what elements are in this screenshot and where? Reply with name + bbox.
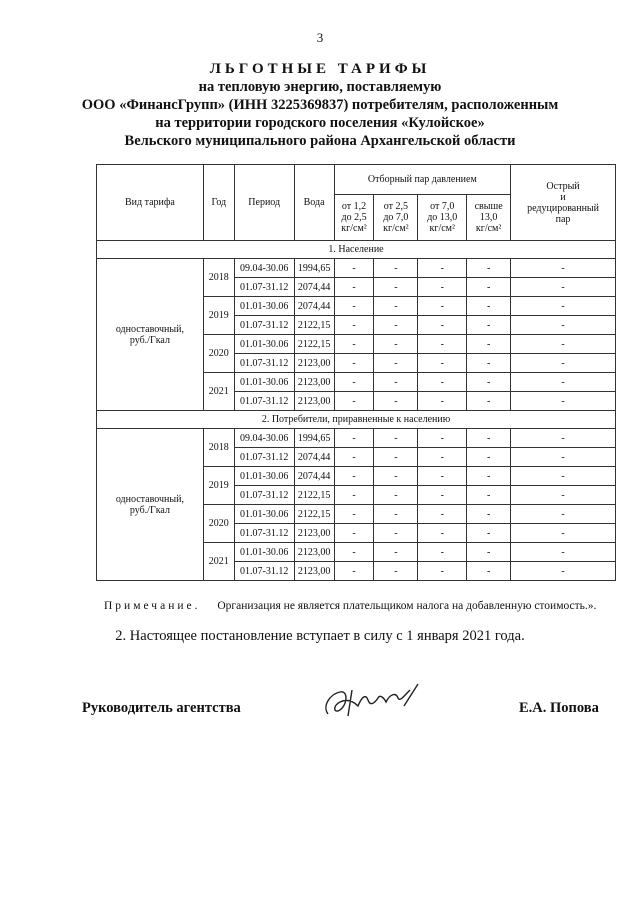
dash-cell: - xyxy=(418,486,467,505)
dash-cell: - xyxy=(418,335,467,354)
header-sharp-line: и xyxy=(560,191,566,203)
year-cell: 2018 xyxy=(203,259,234,297)
dash-cell: - xyxy=(374,278,418,297)
dash-cell: - xyxy=(334,259,374,278)
period-cell: 01.07-31.12 xyxy=(234,354,294,373)
dash-cell: - xyxy=(334,373,374,392)
dash-cell: - xyxy=(418,373,467,392)
hdr-line: до 2,5 xyxy=(341,212,367,223)
header-sharp-steam xyxy=(511,165,616,241)
dash-cell: - xyxy=(511,316,616,335)
water-cell: 2122,15 xyxy=(294,505,334,524)
handwritten-signature xyxy=(318,676,428,726)
tariff-table-body xyxy=(97,165,616,581)
period-cell: 01.07-31.12 xyxy=(234,486,294,505)
dash-cell: - xyxy=(511,373,616,392)
hdr-line: кг/см² xyxy=(429,223,455,234)
water-cell: 2122,15 xyxy=(294,335,334,354)
water-cell: 2123,00 xyxy=(294,524,334,543)
period-cell: 01.07-31.12 xyxy=(234,448,294,467)
dash-cell: - xyxy=(467,543,511,562)
tariff-type-cell xyxy=(97,429,204,581)
table-row xyxy=(97,429,616,448)
year-cell: 2020 xyxy=(203,505,234,543)
dash-cell: - xyxy=(374,259,418,278)
period-cell: 01.07-31.12 xyxy=(234,524,294,543)
dash-cell: - xyxy=(467,467,511,486)
period-cell: 01.01-30.06 xyxy=(234,467,294,486)
dash-cell: - xyxy=(467,259,511,278)
header-steam-col-4 xyxy=(467,195,511,241)
dash-cell: - xyxy=(334,543,374,562)
header-sharp-line: пар xyxy=(555,213,571,225)
dash-cell: - xyxy=(334,448,374,467)
dash-cell: - xyxy=(511,392,616,411)
hdr-line: 13,0 xyxy=(479,212,498,223)
dash-cell: - xyxy=(374,316,418,335)
header-year: Год xyxy=(203,165,234,241)
hdr-line: кг/см² xyxy=(383,223,409,234)
hdr-line: от 1,2 xyxy=(341,201,367,212)
period-cell: 09.04-30.06 xyxy=(234,429,294,448)
period-cell: 01.01-30.06 xyxy=(234,297,294,316)
document-heading xyxy=(0,60,640,150)
dash-cell: - xyxy=(511,259,616,278)
year-cell: 2020 xyxy=(203,335,234,373)
dash-cell: - xyxy=(334,354,374,373)
heading-line: на территории городского поселения «Кулойское» xyxy=(155,115,485,131)
dash-cell: - xyxy=(374,297,418,316)
water-cell: 2074,44 xyxy=(294,448,334,467)
dash-cell: - xyxy=(418,354,467,373)
dash-cell: - xyxy=(467,448,511,467)
dash-cell: - xyxy=(418,562,467,581)
section-row xyxy=(97,241,616,259)
dash-cell: - xyxy=(418,429,467,448)
tariff-type-line: руб./Гкал xyxy=(129,504,170,516)
dash-cell: - xyxy=(467,316,511,335)
table-row xyxy=(97,259,616,278)
dash-cell: - xyxy=(467,278,511,297)
year-cell: 2021 xyxy=(203,373,234,411)
dash-cell: - xyxy=(511,505,616,524)
dash-cell: - xyxy=(467,524,511,543)
dash-cell: - xyxy=(374,392,418,411)
header-water: Вода xyxy=(294,165,334,241)
dash-cell: - xyxy=(511,543,616,562)
dash-cell: - xyxy=(418,467,467,486)
hdr-line: от 2,5 xyxy=(383,201,409,212)
note-label: Примечание. xyxy=(104,600,201,612)
heading-line: на тепловую энергию, поставляемую xyxy=(198,79,442,95)
water-cell: 1994,65 xyxy=(294,429,334,448)
dash-cell: - xyxy=(418,316,467,335)
dash-cell: - xyxy=(418,259,467,278)
period-cell: 01.01-30.06 xyxy=(234,543,294,562)
header-type: Вид тарифа xyxy=(97,165,204,241)
header-period: Период xyxy=(234,165,294,241)
heading-line: Вельского муниципального района Архангельской области xyxy=(124,133,516,149)
dash-cell: - xyxy=(467,335,511,354)
dash-cell: - xyxy=(511,524,616,543)
dash-cell: - xyxy=(374,429,418,448)
dash-cell: - xyxy=(511,354,616,373)
period-cell: 01.01-30.06 xyxy=(234,373,294,392)
period-cell: 01.07-31.12 xyxy=(234,392,294,411)
dash-cell: - xyxy=(334,486,374,505)
period-cell: 01.07-31.12 xyxy=(234,278,294,297)
water-cell: 2123,00 xyxy=(294,373,334,392)
hdr-line: до 13,0 xyxy=(427,212,458,223)
dash-cell: - xyxy=(374,467,418,486)
water-cell: 2123,00 xyxy=(294,562,334,581)
signer-name: Е.А. Попова xyxy=(519,700,599,716)
dash-cell: - xyxy=(418,505,467,524)
dash-cell: - xyxy=(418,543,467,562)
hdr-line: до 7,0 xyxy=(383,212,409,223)
dash-cell: - xyxy=(467,562,511,581)
section-row xyxy=(97,411,616,429)
heading-line: ООО «ФинансГрупп» (ИНН 3225369837) потребителям, расположенным xyxy=(81,97,559,113)
water-cell: 2122,15 xyxy=(294,316,334,335)
section-title: 1. Население xyxy=(97,241,616,259)
dash-cell: - xyxy=(467,505,511,524)
dash-cell: - xyxy=(334,429,374,448)
dash-cell: - xyxy=(511,467,616,486)
period-cell: 01.01-30.06 xyxy=(234,335,294,354)
heading-title: ЛЬГОТНЫЕ ТАРИФЫ xyxy=(209,61,431,77)
hdr-line: кг/см² xyxy=(475,223,502,234)
dash-cell: - xyxy=(334,467,374,486)
water-cell: 2074,44 xyxy=(294,278,334,297)
hdr-line: от 7,0 xyxy=(430,201,455,212)
header-sharp-line: редуцированный xyxy=(527,202,599,214)
dash-cell: - xyxy=(334,392,374,411)
signer-position: Руководитель агентства xyxy=(82,700,241,716)
dash-cell: - xyxy=(374,505,418,524)
dash-cell: - xyxy=(374,335,418,354)
water-cell: 2123,00 xyxy=(294,392,334,411)
header-steam-col-1 xyxy=(334,195,374,241)
year-cell: 2019 xyxy=(203,467,234,505)
period-cell: 01.07-31.12 xyxy=(234,316,294,335)
dash-cell: - xyxy=(418,278,467,297)
period-cell: 01.07-31.12 xyxy=(234,562,294,581)
note xyxy=(104,600,596,612)
year-cell: 2019 xyxy=(203,297,234,335)
dash-cell: - xyxy=(467,373,511,392)
water-cell: 2123,00 xyxy=(294,543,334,562)
dash-cell: - xyxy=(418,448,467,467)
water-cell: 2074,44 xyxy=(294,297,334,316)
period-cell: 09.04-30.06 xyxy=(234,259,294,278)
dash-cell: - xyxy=(467,429,511,448)
year-cell: 2018 xyxy=(203,429,234,467)
dash-cell: - xyxy=(511,335,616,354)
tariff-table xyxy=(96,164,616,581)
dash-cell: - xyxy=(418,524,467,543)
dash-cell: - xyxy=(511,562,616,581)
page-number: 3 xyxy=(316,30,324,45)
tariff-type-line: руб./Гкал xyxy=(129,334,170,346)
paragraph-2: 2. Настоящее постановление вступает в силу с 1 января 2021 года. xyxy=(115,628,525,644)
water-cell: 2122,15 xyxy=(294,486,334,505)
dash-cell: - xyxy=(467,297,511,316)
dash-cell: - xyxy=(511,429,616,448)
tariff-type-line: одноставочный, xyxy=(115,323,184,335)
dash-cell: - xyxy=(467,354,511,373)
section-title: 2. Потребители, приравненные к населению xyxy=(97,411,616,429)
header-steam-col-3 xyxy=(418,195,467,241)
dash-cell: - xyxy=(467,392,511,411)
water-cell: 1994,65 xyxy=(294,259,334,278)
tariff-type-cell xyxy=(97,259,204,411)
year-cell: 2021 xyxy=(203,543,234,581)
dash-cell: - xyxy=(467,486,511,505)
dash-cell: - xyxy=(374,562,418,581)
hdr-line: кг/см² xyxy=(341,223,367,234)
hdr-line: свыше xyxy=(474,201,503,212)
water-cell: 2074,44 xyxy=(294,467,334,486)
dash-cell: - xyxy=(334,562,374,581)
dash-cell: - xyxy=(334,316,374,335)
dash-cell: - xyxy=(334,297,374,316)
dash-cell: - xyxy=(511,297,616,316)
dash-cell: - xyxy=(334,524,374,543)
dash-cell: - xyxy=(374,448,418,467)
dash-cell: - xyxy=(374,373,418,392)
dash-cell: - xyxy=(511,448,616,467)
header-steam-group: Отборный пар давлением xyxy=(334,165,511,195)
dash-cell: - xyxy=(374,543,418,562)
dash-cell: - xyxy=(511,278,616,297)
dash-cell: - xyxy=(374,524,418,543)
header-steam-col-2 xyxy=(374,195,418,241)
dash-cell: - xyxy=(374,486,418,505)
dash-cell: - xyxy=(511,486,616,505)
header-sharp-line: Острый xyxy=(546,180,580,192)
dash-cell: - xyxy=(334,278,374,297)
note-text: Организация не является плательщиком налога на добавленную стоимость.». xyxy=(217,600,597,612)
dash-cell: - xyxy=(334,505,374,524)
dash-cell: - xyxy=(334,335,374,354)
tariff-type-line: одноставочный, xyxy=(115,493,184,505)
dash-cell: - xyxy=(418,297,467,316)
dash-cell: - xyxy=(374,354,418,373)
dash-cell: - xyxy=(418,392,467,411)
period-cell: 01.01-30.06 xyxy=(234,505,294,524)
water-cell: 2123,00 xyxy=(294,354,334,373)
